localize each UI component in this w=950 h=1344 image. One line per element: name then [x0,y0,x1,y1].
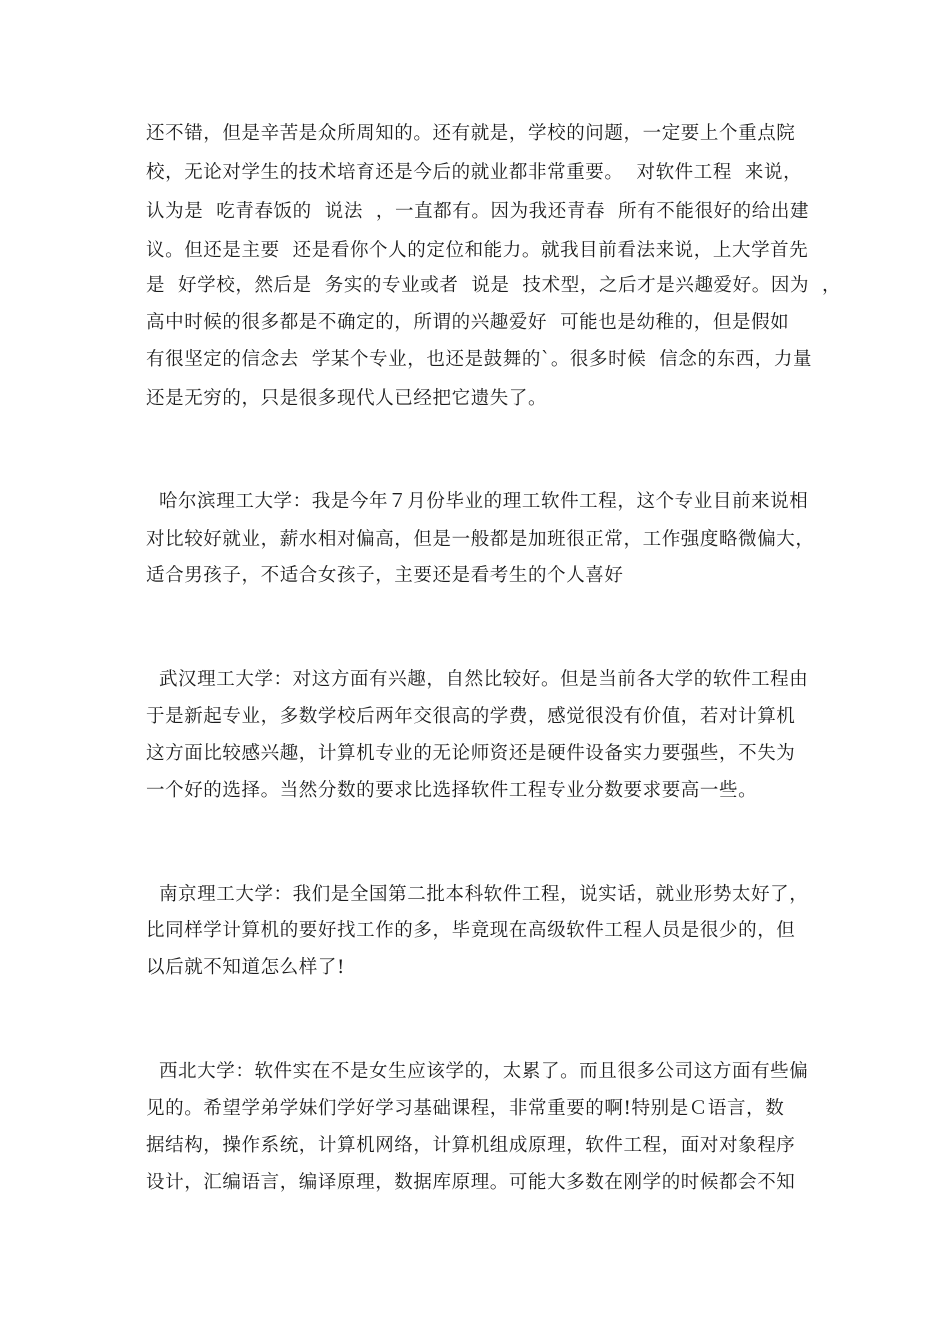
text-line: 还是无穷的，只是很多现代人已经把它遗失了。 [146,388,548,409]
text-line: 对比较好就业，薪水相对偏高，但是一般都是加班很正常，工作强度略微偏大， [146,529,815,550]
text-line: 武汉理工大学：对这方面有兴趣，自然比较好。但是当前各大学的软件工程由 [146,669,809,690]
text-line: 议。但还是主要 还是看你个人的定位和能力。就我目前看法来说，上大学首先 [146,240,809,261]
text-line: 有很坚定的信念去 学某个专业，也还是鼓舞的`。很多时候 信念的东西，力量 [146,349,813,370]
text-line: 高中时候的很多都是不确定的，所谓的兴趣爱好 可能也是幼稚的，但是假如 [146,312,790,333]
text-line: 南京理工大学：我们是全国第二批本科软件工程，说实话，就业形势太好了， [146,884,809,905]
text-line: 认为是 吃青春饭的 说法 ，一直都有。因为我还青春 所有不能很好的给出建 [146,201,810,222]
text-line: 西北大学：软件实在不是女生应该学的，太累了。而且很多公司这方面有些偏 [146,1061,809,1082]
text-line: 见的。希望学弟学妹们学好学习基础课程，非常重要的啊!特别是Ｃ语言，数 [146,1098,785,1119]
text-line: 校，无论对学生的技术培育还是今后的就业都非常重要。 对软件工程 来说， [146,162,803,183]
text-line: 是 好学校，然后是 务实的专业或者 说是 技术型，之后才是兴趣爱好。因为 ， [146,275,842,296]
text-line: 这方面比较感兴趣，计算机专业的无论师资还是硬件设备实力要强些，不失为 [146,743,796,764]
text-line: 适合男孩子，不适合女孩子，主要还是看考生的个人喜好 [146,565,624,586]
text-line: 以后就不知道怎么样了! [146,957,346,978]
text-line: 一个好的选择。当然分数的要求比选择软件工程专业分数要求要高一些。 [146,780,758,801]
text-line: 于是新起专业，多数学校后两年交很高的学费，感觉很没有价值，若对计算机 [146,706,796,727]
text-line: 还不错，但是辛苦是众所周知的。还有就是，学校的问题，一定要上个重点院 [146,123,796,144]
text-line: 比同样学计算机的要好找工作的多，毕竟现在高级软件工程人员是很少的，但 [146,920,796,941]
text-line: 据结构，操作系统，计算机网络，计算机组成原理，软件工程，面对对象程序 [146,1135,796,1156]
text-line: 哈尔滨理工大学：我是今年７月份毕业的理工软件工程，这个专业目前来说相 [146,491,809,512]
text-line: 设计，汇编语言，编译原理，数据库原理。可能大多数在刚学的时候都会不知 [146,1172,796,1193]
